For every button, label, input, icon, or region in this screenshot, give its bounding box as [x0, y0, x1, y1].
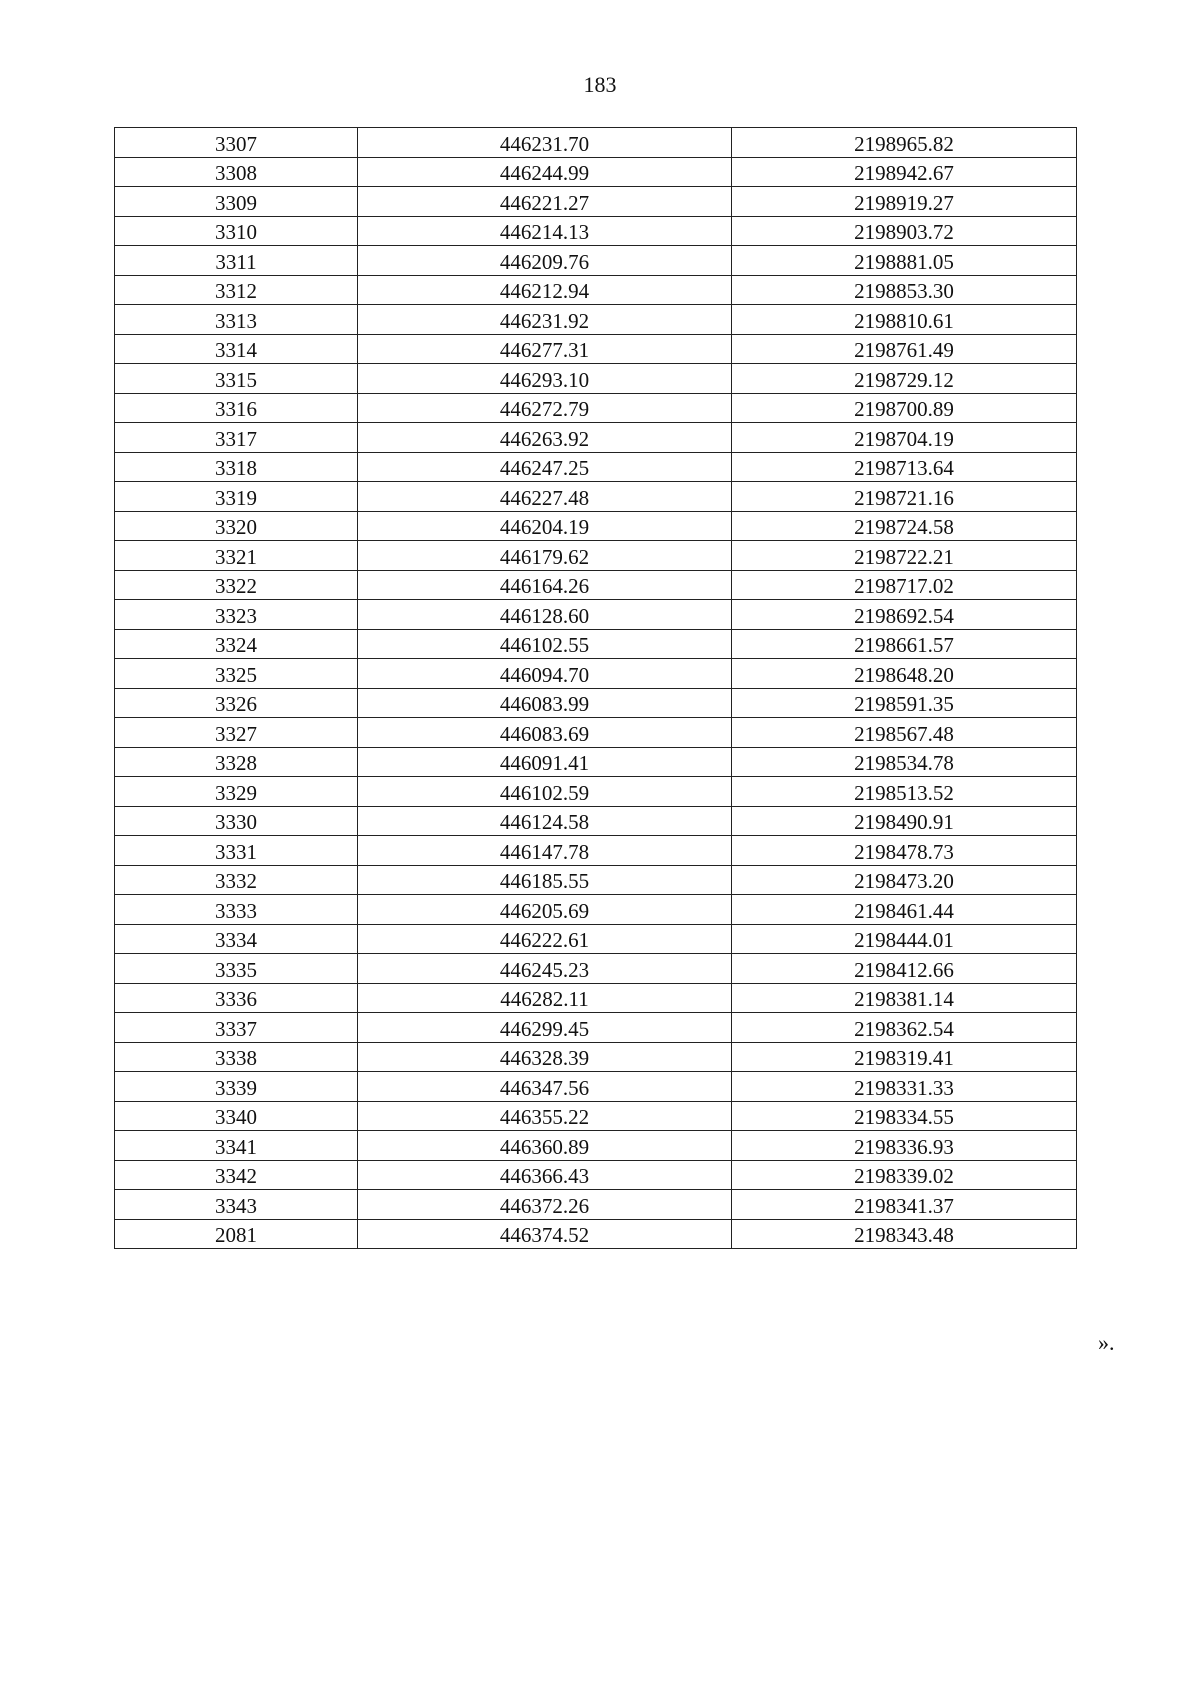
- y-coordinate-cell: 2198334.55: [732, 1101, 1077, 1131]
- x-coordinate-cell: 446083.99: [358, 688, 732, 718]
- y-coordinate-cell: 2198729.12: [732, 364, 1077, 394]
- point-number-cell: 3309: [115, 187, 358, 217]
- x-coordinate-cell: 446372.26: [358, 1190, 732, 1220]
- point-number-cell: 3317: [115, 423, 358, 453]
- page-number: 183: [583, 72, 617, 97]
- x-coordinate-cell: 446185.55: [358, 865, 732, 895]
- y-coordinate-cell: 2198648.20: [732, 659, 1077, 689]
- point-number-cell: 3316: [115, 393, 358, 423]
- point-number-cell: 3323: [115, 600, 358, 630]
- y-coordinate-cell: 2198513.52: [732, 777, 1077, 807]
- table-row: [115, 983, 1077, 1013]
- y-coordinate-cell: 2198478.73: [732, 836, 1077, 866]
- y-coordinate-cell: 2198331.33: [732, 1072, 1077, 1102]
- table-row: [115, 216, 1077, 246]
- y-coordinate-cell: 2198319.41: [732, 1042, 1077, 1072]
- point-number-cell: 2081: [115, 1219, 358, 1249]
- table-row: [115, 895, 1077, 925]
- y-coordinate-cell: 2198362.54: [732, 1013, 1077, 1043]
- table-row: [115, 511, 1077, 541]
- point-number-cell: 3318: [115, 452, 358, 482]
- x-coordinate-cell: 446374.52: [358, 1219, 732, 1249]
- table-row: [115, 954, 1077, 984]
- point-number-cell: 3334: [115, 924, 358, 954]
- point-number-cell: 3330: [115, 806, 358, 836]
- x-coordinate-cell: 446355.22: [358, 1101, 732, 1131]
- y-coordinate-cell: 2198724.58: [732, 511, 1077, 541]
- x-coordinate-cell: 446128.60: [358, 600, 732, 630]
- point-number-cell: 3341: [115, 1131, 358, 1161]
- y-coordinate-cell: 2198810.61: [732, 305, 1077, 335]
- point-number-cell: 3312: [115, 275, 358, 305]
- point-number-cell: 3307: [115, 128, 358, 158]
- x-coordinate-cell: 446299.45: [358, 1013, 732, 1043]
- x-coordinate-cell: 446083.69: [358, 718, 732, 748]
- x-coordinate-cell: 446277.31: [358, 334, 732, 364]
- point-number-cell: 3325: [115, 659, 358, 689]
- table-row: [115, 570, 1077, 600]
- table-row: [115, 452, 1077, 482]
- x-coordinate-cell: 446124.58: [358, 806, 732, 836]
- table-row: [115, 482, 1077, 512]
- table-row: [115, 246, 1077, 276]
- point-number-cell: 3338: [115, 1042, 358, 1072]
- point-number-cell: 3340: [115, 1101, 358, 1131]
- y-coordinate-cell: 2198661.57: [732, 629, 1077, 659]
- y-coordinate-cell: 2198704.19: [732, 423, 1077, 453]
- x-coordinate-cell: 446328.39: [358, 1042, 732, 1072]
- y-coordinate-cell: 2198343.48: [732, 1219, 1077, 1249]
- y-coordinate-cell: 2198381.14: [732, 983, 1077, 1013]
- point-number-cell: 3322: [115, 570, 358, 600]
- point-number-cell: 3328: [115, 747, 358, 777]
- coordinates-table-body: [115, 128, 1077, 1249]
- table-row: [115, 1160, 1077, 1190]
- table-row: [115, 688, 1077, 718]
- y-coordinate-cell: 2198567.48: [732, 718, 1077, 748]
- y-coordinate-cell: 2198473.20: [732, 865, 1077, 895]
- table-row: [115, 305, 1077, 335]
- y-coordinate-cell: 2198881.05: [732, 246, 1077, 276]
- x-coordinate-cell: 446179.62: [358, 541, 732, 571]
- x-coordinate-cell: 446204.19: [358, 511, 732, 541]
- point-number-cell: 3332: [115, 865, 358, 895]
- point-number-cell: 3319: [115, 482, 358, 512]
- point-number-cell: 3308: [115, 157, 358, 187]
- y-coordinate-cell: 2198339.02: [732, 1160, 1077, 1190]
- point-number-cell: 3327: [115, 718, 358, 748]
- x-coordinate-cell: 446231.70: [358, 128, 732, 158]
- x-coordinate-cell: 446282.11: [358, 983, 732, 1013]
- table-row: [115, 275, 1077, 305]
- point-number-cell: 3343: [115, 1190, 358, 1220]
- y-coordinate-cell: 2198461.44: [732, 895, 1077, 925]
- point-number-cell: 3331: [115, 836, 358, 866]
- point-number-cell: 3324: [115, 629, 358, 659]
- table-row: [115, 1190, 1077, 1220]
- point-number-cell: 3310: [115, 216, 358, 246]
- x-coordinate-cell: 446221.27: [358, 187, 732, 217]
- table-row: [115, 393, 1077, 423]
- y-coordinate-cell: 2198965.82: [732, 128, 1077, 158]
- y-coordinate-cell: 2198721.16: [732, 482, 1077, 512]
- point-number-cell: 3337: [115, 1013, 358, 1043]
- point-number-cell: 3333: [115, 895, 358, 925]
- table-row: [115, 659, 1077, 689]
- x-coordinate-cell: 446091.41: [358, 747, 732, 777]
- x-coordinate-cell: 446212.94: [358, 275, 732, 305]
- x-coordinate-cell: 446227.48: [358, 482, 732, 512]
- table-row: [115, 157, 1077, 187]
- x-coordinate-cell: 446147.78: [358, 836, 732, 866]
- point-number-cell: 3336: [115, 983, 358, 1013]
- table-row: [115, 836, 1077, 866]
- point-number-cell: 3314: [115, 334, 358, 364]
- y-coordinate-cell: 2198761.49: [732, 334, 1077, 364]
- table-row: [115, 128, 1077, 158]
- y-coordinate-cell: 2198722.21: [732, 541, 1077, 571]
- point-number-cell: 3339: [115, 1072, 358, 1102]
- y-coordinate-cell: 2198713.64: [732, 452, 1077, 482]
- x-coordinate-cell: 446366.43: [358, 1160, 732, 1190]
- y-coordinate-cell: 2198336.93: [732, 1131, 1077, 1161]
- x-coordinate-cell: 446244.99: [358, 157, 732, 187]
- point-number-cell: 3326: [115, 688, 358, 718]
- x-coordinate-cell: 446263.92: [358, 423, 732, 453]
- x-coordinate-cell: 446231.92: [358, 305, 732, 335]
- closing-quote-mark: ».: [1098, 1330, 1115, 1355]
- x-coordinate-cell: 446094.70: [358, 659, 732, 689]
- x-coordinate-cell: 446360.89: [358, 1131, 732, 1161]
- y-coordinate-cell: 2198490.91: [732, 806, 1077, 836]
- point-number-cell: 3313: [115, 305, 358, 335]
- y-coordinate-cell: 2198853.30: [732, 275, 1077, 305]
- y-coordinate-cell: 2198412.66: [732, 954, 1077, 984]
- point-number-cell: 3315: [115, 364, 358, 394]
- y-coordinate-cell: 2198919.27: [732, 187, 1077, 217]
- y-coordinate-cell: 2198591.35: [732, 688, 1077, 718]
- table-row: [115, 600, 1077, 630]
- x-coordinate-cell: 446102.59: [358, 777, 732, 807]
- x-coordinate-cell: 446247.25: [358, 452, 732, 482]
- y-coordinate-cell: 2198534.78: [732, 747, 1077, 777]
- x-coordinate-cell: 446209.76: [358, 246, 732, 276]
- point-number-cell: 3320: [115, 511, 358, 541]
- table-row: [115, 718, 1077, 748]
- table-row: [115, 629, 1077, 659]
- x-coordinate-cell: 446222.61: [358, 924, 732, 954]
- table-row: [115, 1101, 1077, 1131]
- table-row: [115, 1219, 1077, 1249]
- x-coordinate-cell: 446102.55: [358, 629, 732, 659]
- table-row: [115, 1072, 1077, 1102]
- x-coordinate-cell: 446205.69: [358, 895, 732, 925]
- x-coordinate-cell: 446245.23: [358, 954, 732, 984]
- x-coordinate-cell: 446272.79: [358, 393, 732, 423]
- y-coordinate-cell: 2198903.72: [732, 216, 1077, 246]
- table-row: [115, 423, 1077, 453]
- table-row: [115, 187, 1077, 217]
- table-row: [115, 1131, 1077, 1161]
- x-coordinate-cell: 446293.10: [358, 364, 732, 394]
- y-coordinate-cell: 2198717.02: [732, 570, 1077, 600]
- y-coordinate-cell: 2198700.89: [732, 393, 1077, 423]
- point-number-cell: 3321: [115, 541, 358, 571]
- table-row: [115, 1013, 1077, 1043]
- y-coordinate-cell: 2198341.37: [732, 1190, 1077, 1220]
- table-row: [115, 777, 1077, 807]
- table-row: [115, 806, 1077, 836]
- x-coordinate-cell: 446214.13: [358, 216, 732, 246]
- table-row: [115, 747, 1077, 777]
- coordinates-table: [114, 127, 1077, 1249]
- x-coordinate-cell: 446164.26: [358, 570, 732, 600]
- point-number-cell: 3342: [115, 1160, 358, 1190]
- point-number-cell: 3329: [115, 777, 358, 807]
- y-coordinate-cell: 2198444.01: [732, 924, 1077, 954]
- table-row: [115, 541, 1077, 571]
- table-row: [115, 1042, 1077, 1072]
- y-coordinate-cell: 2198692.54: [732, 600, 1077, 630]
- table-row: [115, 924, 1077, 954]
- table-row: [115, 364, 1077, 394]
- table-row: [115, 334, 1077, 364]
- y-coordinate-cell: 2198942.67: [732, 157, 1077, 187]
- table-row: [115, 865, 1077, 895]
- point-number-cell: 3311: [115, 246, 358, 276]
- point-number-cell: 3335: [115, 954, 358, 984]
- x-coordinate-cell: 446347.56: [358, 1072, 732, 1102]
